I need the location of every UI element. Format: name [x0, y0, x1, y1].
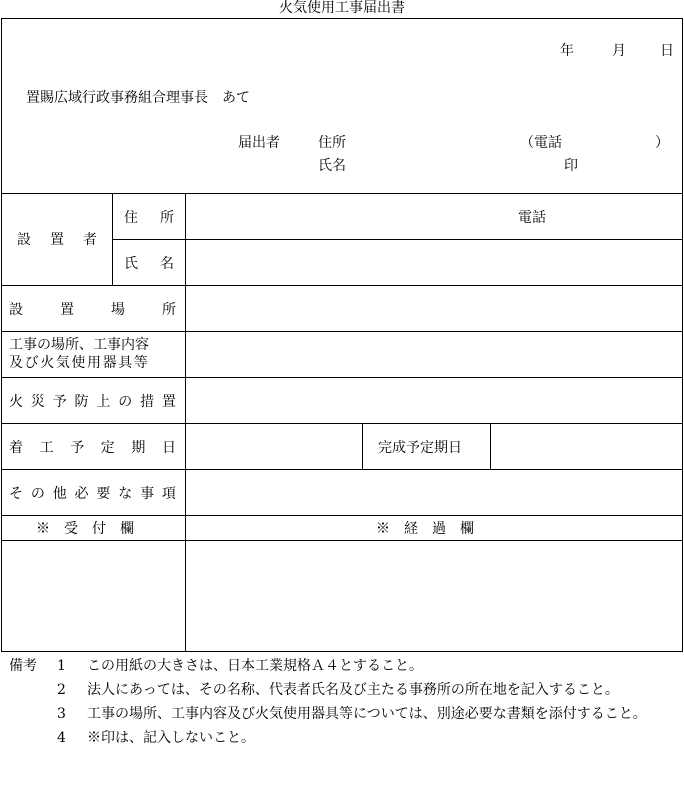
rule-label-column [185, 193, 186, 652]
name-label: 氏名 [318, 158, 346, 174]
form-title: 火気使用工事届出書 [279, 0, 405, 16]
address-label: 住所 [318, 135, 346, 151]
phone-close: ） [655, 135, 669, 151]
rule-location-bottom [1, 331, 683, 332]
date-day: 日 [660, 43, 674, 59]
label-progress: ※ 経 過 欄 [376, 521, 474, 537]
label-phone: 電話 [518, 209, 546, 226]
notes-heading: 備考 [9, 658, 37, 674]
note-item: 3 工事の場所、工事内容及び火気使用器具等については、別途必要な書類を添付すること。 [57, 706, 647, 722]
label-work-details: 工事の場所、工事内容 及び火気使用器具等 [9, 337, 150, 371]
rule-remarks-header-bottom [1, 540, 683, 541]
phone-open: （電話 [520, 135, 562, 151]
label-other-matters: そ の 他 必 要 な 事 項 [9, 485, 176, 502]
label-installer-address: 住 所 [124, 209, 174, 226]
rule-date-divider-1 [362, 423, 363, 469]
label-reception: ※ 受 付 欄 [36, 521, 134, 537]
seal-mark: 印 [564, 158, 578, 174]
rule-installer-mid [112, 239, 683, 240]
label-installer: 設 置 者 [17, 232, 97, 248]
date-year: 年 [560, 43, 574, 59]
rule-header-bottom [1, 193, 683, 194]
addressee: 置賜広域行政事務組合理事長 あて [26, 90, 250, 106]
label-installer-name: 氏 名 [124, 255, 174, 272]
label-fire-prevention: 火 災 予 防 上 の 措 置 [9, 393, 176, 410]
rule-date-divider-2 [490, 423, 491, 469]
rule-installer-divider [112, 193, 113, 285]
note-item: 備考 1 この用紙の大きさは、日本工業規格Ａ４とすること。 [9, 654, 679, 678]
notes-section [9, 654, 679, 750]
note-item: 2 法人にあっては、その名称、代表者氏名及び主たる事務所の所在地を記入すること。 [57, 682, 619, 698]
form-frame [1, 18, 683, 652]
label-installation-location: 設 置 場 所 [9, 301, 176, 318]
date-month: 月 [612, 43, 626, 59]
note-item: 4 ※印は、記入しないこと。 [57, 730, 255, 746]
submitter-label: 届出者 [238, 135, 280, 151]
label-start-date: 着 工 予 定 期 日 [9, 439, 176, 456]
label-completion-date: 完成予定期日 [378, 439, 462, 456]
